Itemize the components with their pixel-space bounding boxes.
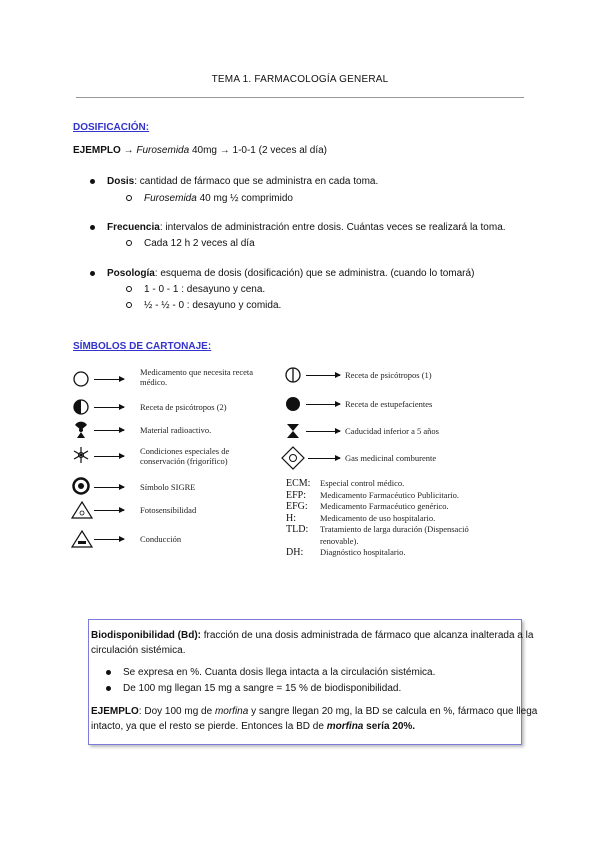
- example-drug: Furosemida: [136, 145, 190, 156]
- arrow-icon: [94, 456, 124, 457]
- sub-item: [126, 284, 265, 295]
- arrow-icon: [306, 431, 340, 432]
- bullet-icon: [90, 179, 95, 184]
- sigre-icon: [70, 475, 92, 497]
- abbr-text: Medicamento Farmacéutico genérico.: [320, 501, 449, 511]
- example-line: [73, 145, 327, 156]
- section-heading-simbolos: SÍMBOLOS DE CARTONAJE:: [73, 341, 212, 352]
- sub-bullet-icon: [126, 240, 132, 246]
- text: : Doy 100 mg de: [138, 706, 215, 717]
- label-line: Condiciones especiales de: [140, 446, 230, 456]
- symbol-label: Gas medicinal comburente: [345, 453, 437, 463]
- abbr-row: [286, 536, 469, 548]
- half-filled-circle-icon: [70, 396, 92, 418]
- hourglass-icon: [282, 420, 304, 442]
- arrow-text: →: [120, 145, 137, 156]
- list-item: [106, 683, 401, 694]
- def-text: fracción de una dosis administrada de fármaco que alcanza inalterada a la: [200, 630, 534, 641]
- symbol-label: Caducidad inferior a 5 años: [345, 426, 439, 436]
- arrow-icon: [306, 375, 340, 376]
- list-item-frecuencia: [90, 222, 506, 233]
- symbol-label: Receta de psicótropos (1): [345, 370, 432, 380]
- biodisponibilidad-example: [91, 704, 538, 734]
- filled-circle-icon: [282, 393, 304, 415]
- desc: : intervalos de administración entre dosis. Cuántas veces se realizará la toma.: [159, 222, 506, 233]
- arrow-icon: [308, 458, 340, 459]
- abbr-row: [286, 513, 469, 525]
- sub-italic: Furosemida: [144, 193, 197, 204]
- arrow-icon: [94, 487, 124, 488]
- abbr-row: [286, 501, 469, 513]
- example-label: EJEMPLO: [73, 145, 121, 156]
- example-line: [91, 719, 519, 734]
- symbol-label: Símbolo SIGRE: [140, 482, 196, 492]
- label-line: médico.: [140, 377, 168, 387]
- label-line: Medicamento que necesita receta: [140, 367, 254, 377]
- text: intacto, ya que el resto se pierde. Entonces la BD de: [91, 721, 327, 732]
- section-heading-dosificacion: DOSIFICACIÓN:: [73, 122, 150, 133]
- sub-bullet-icon: [126, 286, 132, 292]
- term: Dosis: [107, 176, 135, 187]
- sub-item: [126, 238, 255, 249]
- example-line: [91, 704, 538, 719]
- def-line: [91, 628, 534, 643]
- text: y sangre llegan 20 mg, la BD se calcula en %, fármaco que llega: [248, 706, 538, 717]
- arrow-icon: [306, 404, 340, 405]
- abbr: TLD:: [286, 524, 309, 535]
- driving-triangle-icon: [70, 528, 94, 550]
- bullet-icon: [90, 225, 95, 230]
- header-divider: [76, 97, 524, 98]
- sub-text: 1 - 0 - 1 : desayuno y cena.: [144, 284, 266, 295]
- term: Posología: [107, 268, 155, 279]
- abbr-text: Diagnóstico hospitalario.: [320, 547, 406, 557]
- sub-text: ½ - ½ - 0 : desayuno y comida.: [144, 300, 282, 311]
- arrow-icon: [94, 379, 124, 380]
- list-item-posologia: [90, 268, 474, 279]
- arrow-icon: [94, 430, 124, 431]
- snowflake-icon: [70, 444, 92, 466]
- desc: : esquema de dosis (dosificación) que se administra. (cuando lo tomará): [154, 268, 475, 279]
- sub-item: [126, 193, 293, 204]
- sub-text: Cada 12 h 2 veces al día: [144, 238, 255, 249]
- bullet-icon: [90, 271, 95, 276]
- abbr-text: Especial control médico.: [320, 478, 405, 488]
- symbol-label: [140, 446, 229, 466]
- symbol-label: Receta de psicótropos (2): [140, 402, 227, 412]
- sub-text: 40 mg ½ comprimido: [196, 193, 293, 204]
- abbr-row: [286, 524, 469, 536]
- abbr: ECM:: [286, 478, 311, 489]
- bullet-icon: [106, 686, 111, 691]
- page-title: TEMA 1. FARMACOLOGÍA GENERAL: [211, 74, 389, 85]
- label-line: conservación (frigorífico): [140, 456, 228, 466]
- def-line: circulación sistémica.: [91, 645, 186, 656]
- desc: : cantidad de fármaco que se administra en cada toma.: [134, 176, 379, 187]
- term: Frecuencia: [107, 222, 160, 233]
- abbr-row: [286, 547, 469, 559]
- symbol-label: Material radioactivo.: [140, 425, 212, 435]
- abbr-text: Medicamento Farmacéutico Publicitario.: [320, 489, 460, 500]
- symbol-label: Fotosensibilidad: [140, 505, 197, 515]
- abbr-text: Tratamiento de larga duración (Dispensació: [320, 524, 469, 534]
- abbr: EFP:: [286, 489, 307, 501]
- drug: morfina: [214, 706, 249, 717]
- example-label: EJEMPLO: [91, 706, 139, 717]
- abbr-text: Medicamento de uso hospitalario.: [320, 512, 436, 523]
- arrow-icon: [94, 539, 124, 540]
- sub-bullet-icon: [126, 302, 132, 308]
- sub-bullet-icon: [126, 195, 132, 201]
- symbol-label: Receta de estupefacientes: [345, 399, 433, 409]
- abbr: EFG:: [286, 501, 308, 512]
- circle-bar-icon: [282, 364, 304, 386]
- arrow-icon: [94, 407, 124, 408]
- abbr-row: [286, 478, 469, 490]
- arrow-icon: [94, 510, 124, 511]
- photosensitivity-triangle-icon: [70, 499, 94, 521]
- empty-circle-icon: [70, 368, 92, 390]
- abbr: H:: [286, 512, 296, 524]
- symbol-label: [140, 367, 253, 387]
- bullet-icon: [106, 670, 111, 675]
- abbr-row: [286, 490, 469, 502]
- term: Biodisponibilidad (Bd):: [91, 630, 201, 641]
- drug: morfina: [326, 721, 364, 732]
- list-item-dosis: [90, 176, 378, 187]
- sub-item: [126, 300, 281, 311]
- bullet-text: Se expresa en %. Cuanta dosis llega intacta a la circulación sistémica.: [123, 667, 436, 678]
- gas-diamond-icon: [280, 445, 306, 471]
- abbr-text: renovable).: [320, 535, 359, 546]
- list-item: [106, 667, 435, 678]
- bullet-text: De 100 mg llegan 15 mg a sangre = 15 % de biodisponibilidad.: [123, 683, 402, 694]
- example-rest: 40mg → 1-0-1 (2 veces al día): [189, 145, 328, 156]
- biodisponibilidad-definition: [91, 628, 534, 658]
- radioactive-icon: [70, 419, 92, 441]
- text: sería 20%.: [363, 721, 416, 732]
- symbol-label: Conducción: [140, 534, 182, 544]
- abbreviations-list: [286, 478, 469, 559]
- abbr: DH:: [286, 547, 304, 558]
